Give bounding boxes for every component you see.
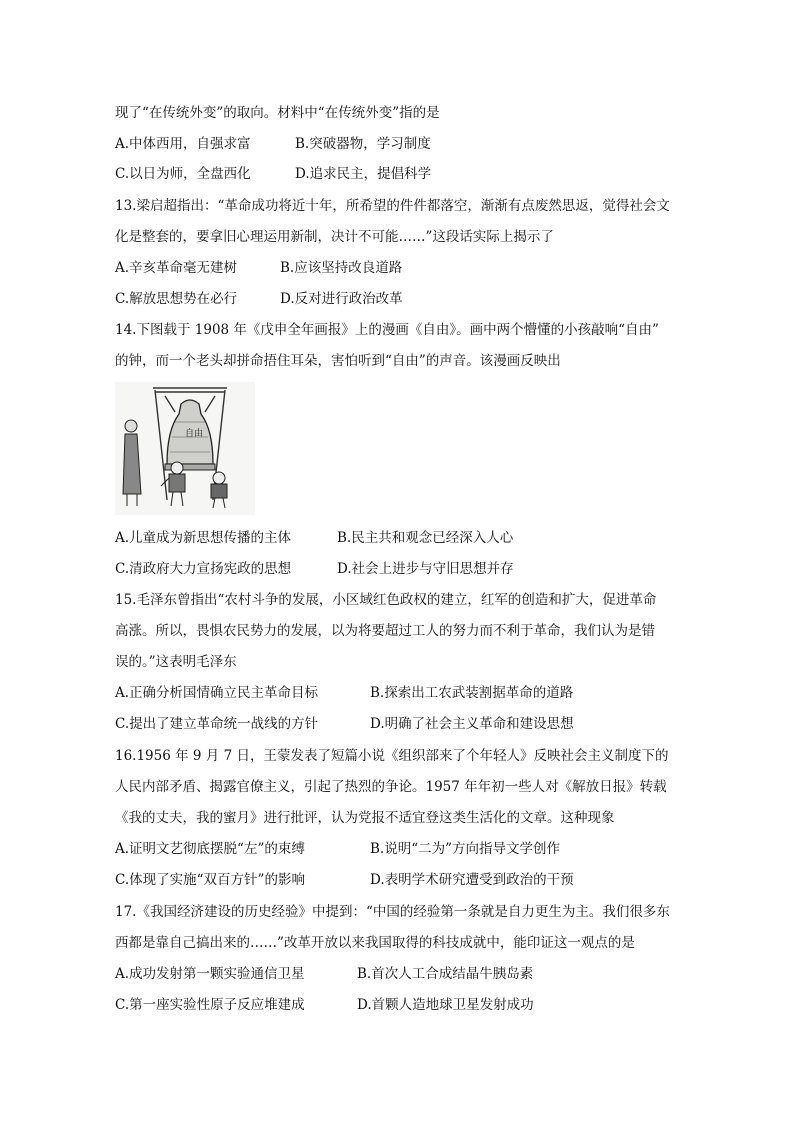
q13-option-c: C.解放思想势在必行 xyxy=(115,291,238,307)
q17-option-d: D.首颗人造地球卫星发射成功 xyxy=(357,997,534,1013)
q17-option-a: A.成功发射第一颗实验通信卫星 xyxy=(115,966,305,982)
q12-stem: 现了“在传统外变”的取向。材料中“在传统外变”指的是 xyxy=(115,105,440,121)
q17-option-b: B.首次人工合成结晶牛胰岛素 xyxy=(357,966,534,982)
q16-stem-line: 16.1956 年 9 月 7 日，王蒙发表了短篇小说《组织部来了个年轻人》反映社会主义制度下的 xyxy=(115,748,669,764)
liberty-bell-cartoon-image xyxy=(115,382,255,515)
q15-option-b: B.探索出工农武装割据革命的道路 xyxy=(370,685,574,701)
q17-stem-line: 西都是靠自己搞出来的……”改革开放以来我国取得的科技成就中，能印证这一观点的是 xyxy=(115,935,635,951)
q14-option-c: C.清政府大力宣扬宪政的思想 xyxy=(115,561,292,577)
q12-option-b: B.突破器物，学习制度 xyxy=(295,136,431,152)
q15-stem-line: 高涨。所以，畏惧农民势力的发展，以为将要超过工人的努力而不利于革命，我们认为是错 xyxy=(115,623,655,639)
q13-stem-line: 13.梁启超指出：“革命成功将近十年，所希望的件件都落空，渐渐有点废然思返，觉得社会文 xyxy=(115,198,670,214)
q15-stem-line: 误的。”这表明毛泽东 xyxy=(115,654,237,670)
q16-stem-line: 人民内部矛盾、揭露官僚主义，引起了热烈的争论。1957 年年初一些人对《解放日报》转载 xyxy=(115,779,667,795)
q15-option-d: D.明确了社会主义革命和建设思想 xyxy=(370,716,574,732)
q14-stem-line: 14.下图载于 1908 年《戊申全年画报》上的漫画《自由》。画中两个懵懂的小孩敲响“自由” xyxy=(115,322,659,338)
q13-option-d: D.反对进行政治改革 xyxy=(280,291,403,307)
q14-option-a: A.儿童成为新思想传播的主体 xyxy=(115,530,292,546)
q17-option-c: C.第一座实验性原子反应堆建成 xyxy=(115,997,305,1013)
q13-option-a: A.辛亥革命毫无建树 xyxy=(115,260,238,276)
q12-option-a: A.中体西用，自强求富 xyxy=(115,136,251,152)
q12-option-d: D.追求民主，提倡科学 xyxy=(295,166,432,182)
q15-stem-line: 15.毛泽东曾指出“农村斗争的发展，小区域红色政权的建立，红军的创造和扩大，促进革命 xyxy=(115,592,657,608)
q12-option-c: C.以日为师，全盘西化 xyxy=(115,166,251,182)
q16-option-c: C.体现了实施“双百方针”的影响 xyxy=(115,872,305,888)
q16-option-a: A.证明文艺彻底摆脱“左”的束缚 xyxy=(115,841,305,857)
q16-stem-line: 《我的丈夫，我的蜜月》进行批评，认为党报不适宜登这类生活化的文章。这种现象 xyxy=(115,810,615,826)
q15-option-c: C.提出了建立革命统一战线的方针 xyxy=(115,716,319,732)
q13-stem-line: 化是整套的，要拿旧心理运用新制，决计不可能……”这段话实际上揭示了 xyxy=(115,229,554,245)
q17-stem-line: 17.《我国经济建设的历史经验》中提到：“中国的经验第一条就是自力更生为主。我们很多东 xyxy=(115,904,670,920)
q16-option-d: D.表明学术研究遭受到政治的干预 xyxy=(370,872,574,888)
q14-stem-line: 的钟，而一个老头却拼命捂住耳朵，害怕听到“自由”的声音。该漫画反映出 xyxy=(115,353,561,369)
q15-option-a: A.正确分析国情确立民主革命目标 xyxy=(115,685,319,701)
q14-option-b: B.民主共和观念已经深入人心 xyxy=(337,530,514,546)
q16-option-b: B.说明“二为”方向指导文学创作 xyxy=(370,841,561,857)
q14-option-d: D.社会上进步与守旧思想并存 xyxy=(337,561,514,577)
bell-caption: 自由 xyxy=(184,429,204,439)
q13-option-b: B.应该坚持改良道路 xyxy=(280,260,403,276)
